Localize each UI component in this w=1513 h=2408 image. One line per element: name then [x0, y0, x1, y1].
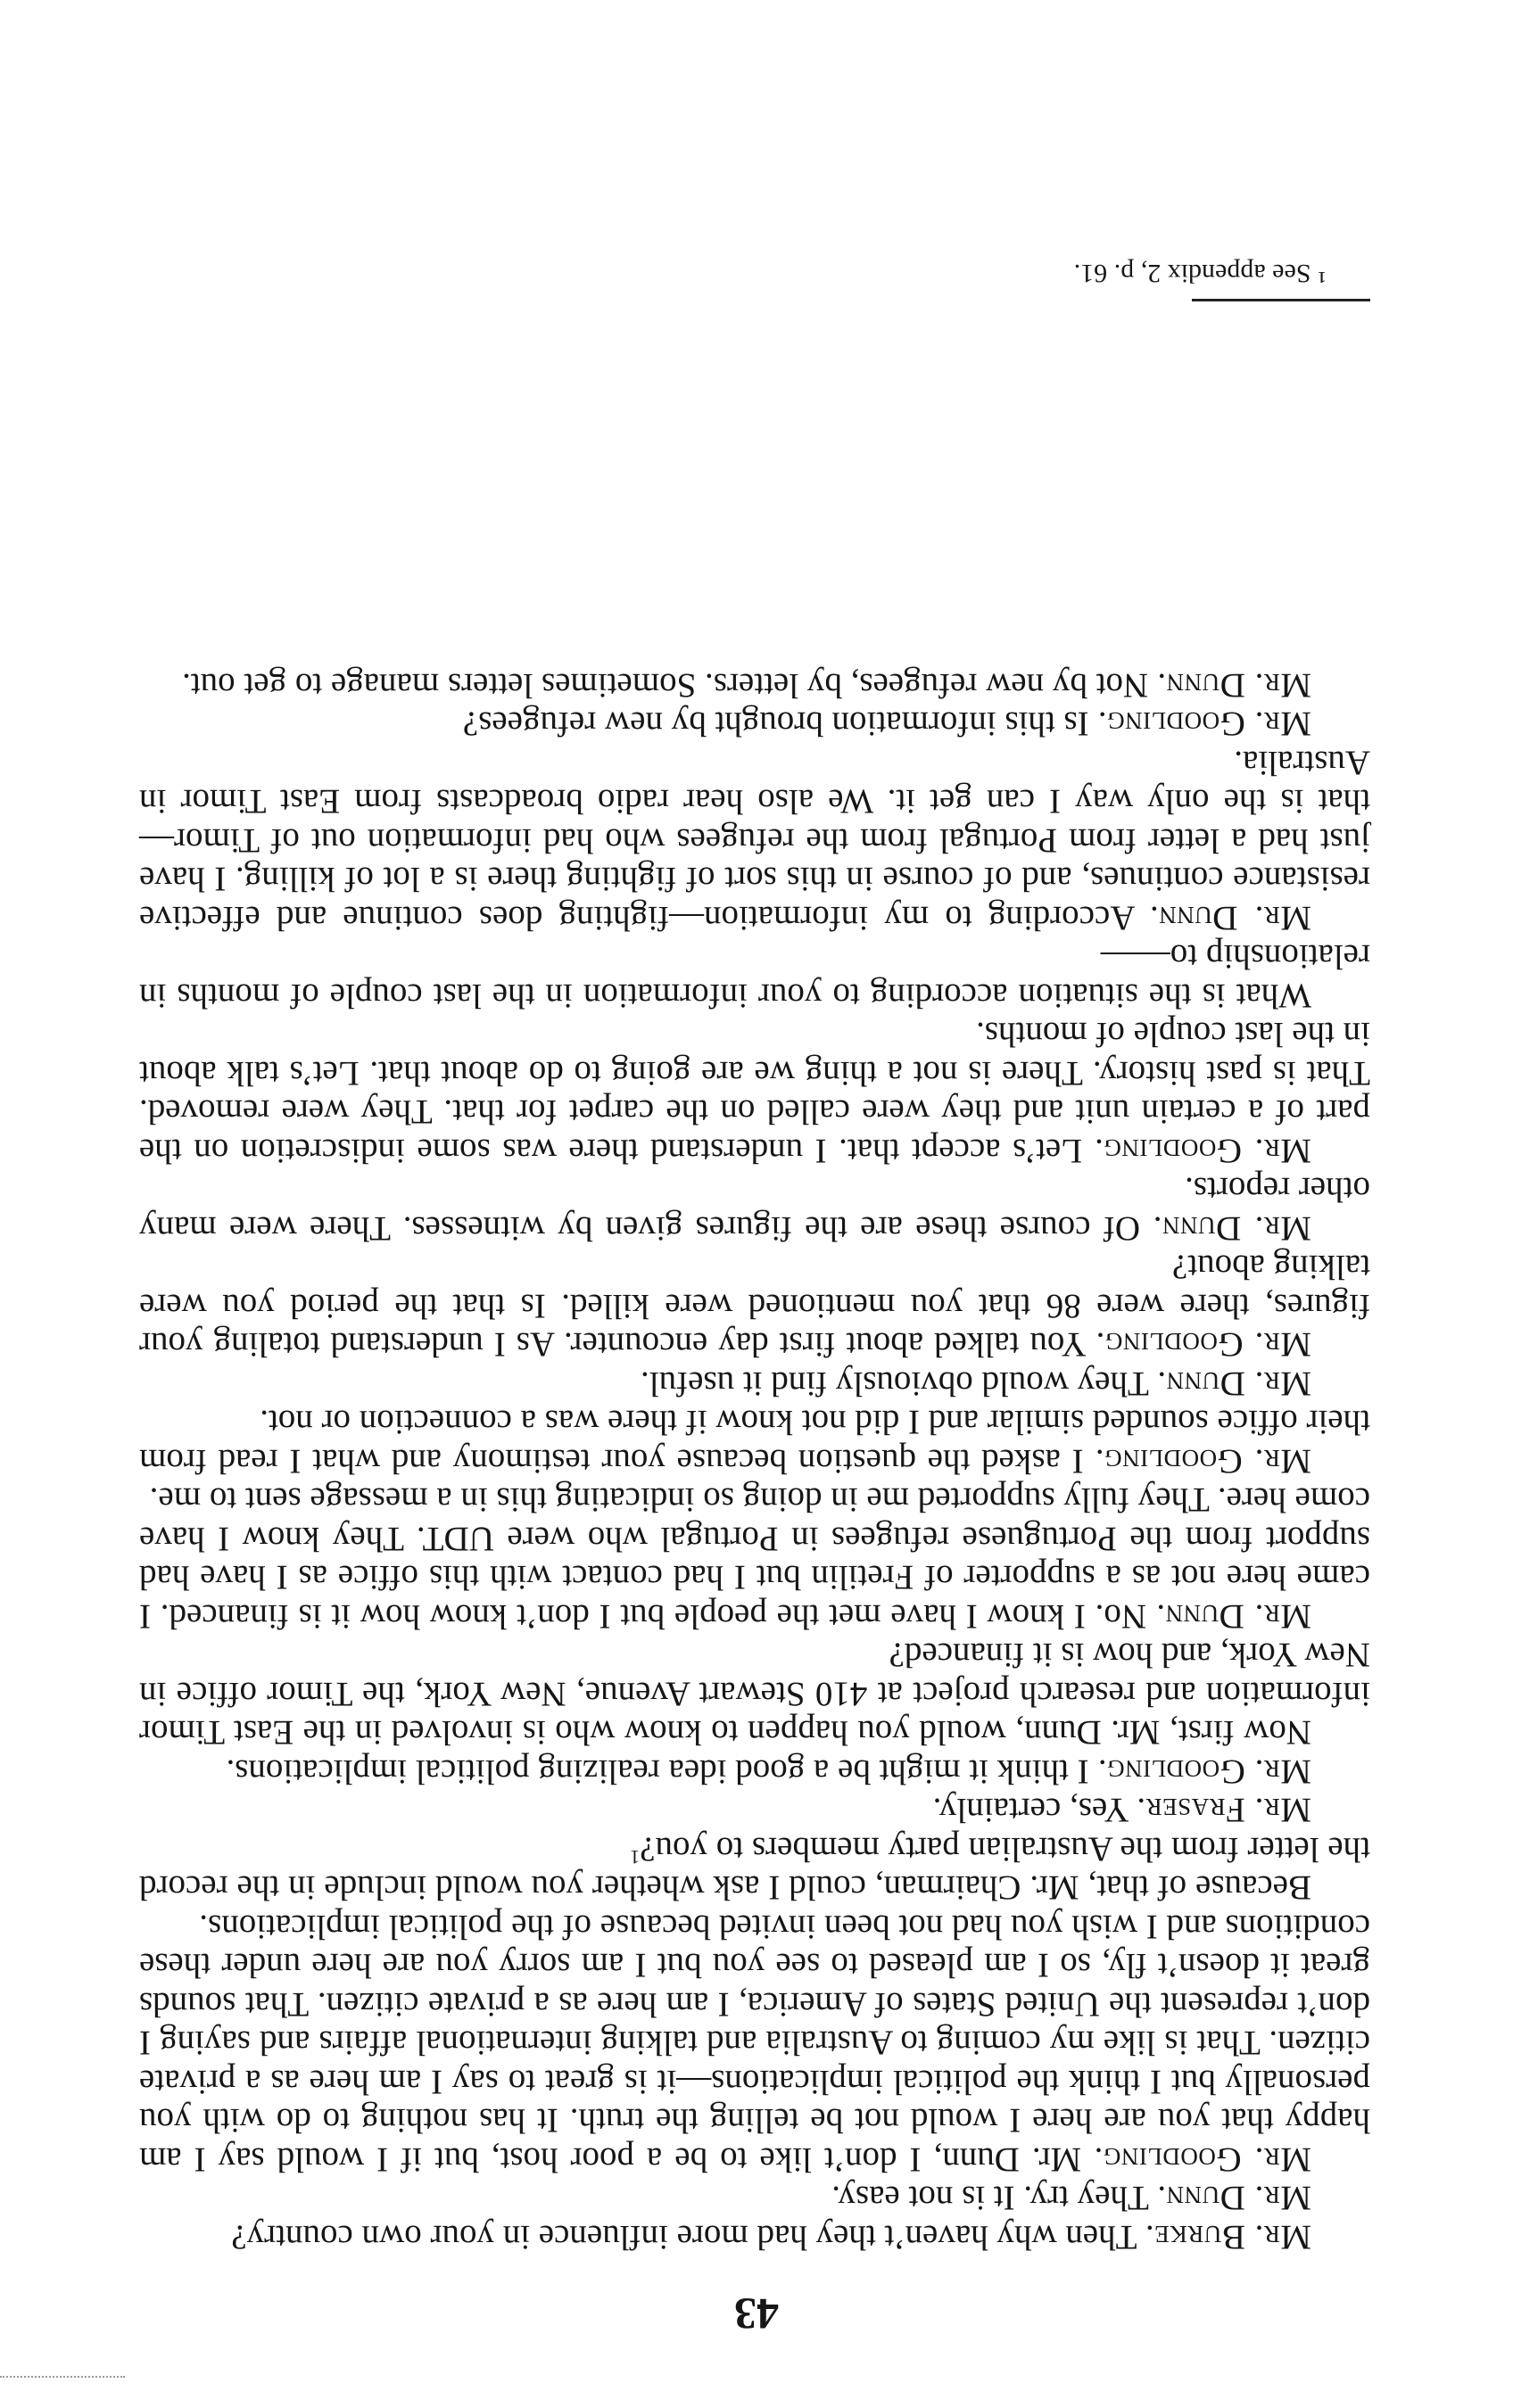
- transcript-paragraph: [139, 1752, 1370, 1792]
- paragraph-text: Of course these are the figures given by witnesses. There were many other reports.: [139, 1170, 1370, 1248]
- paragraph-text: They try. It is not easy.: [831, 2179, 1157, 2218]
- paragraph-text: Mr. Dunn, I don’t like to be a poor host, but if I would say I am happy that you are here I would not be telling the truth. It has nothing to do with you personally but I think the political implications—it is great to say I am here as a private citizen. That is like my coming to Australia and talking international affairs and saying I don’t represent the United States of America, I am here as a private citizen. That sounds great it doesn’t fly, so I am pleased to see you but I am sorry you are here under these conditions and I wish you had not been invited because of the political implications.: [139, 1908, 1370, 2179]
- transcript-paragraph: [139, 666, 1370, 705]
- paragraph-text: Let’s accept that. I understand there was some indiscretion on the part of a certain unit and they were called on the carpet for that. They were removed. That is past history. There is not a thing we are going to do about that. Let’s talk about in the last couple of months.: [138, 1015, 1370, 1170]
- paragraph-text: Because of that, Mr. Chairman, could I ask whether you would include in the record the letter from the Australian party members to you?: [139, 1830, 1370, 1908]
- transcript-paragraph: [139, 744, 1370, 938]
- scan-edge-mark: [0, 2376, 125, 2378]
- paragraph-text: Is this information brought by new refugees?: [462, 705, 1098, 744]
- speaker-name: Mr. Goodling.: [1094, 2140, 1311, 2179]
- transcript-paragraph: [139, 937, 1370, 1015]
- transcript-paragraph: [139, 1636, 1370, 1752]
- footnote-rule: [1192, 299, 1370, 301]
- paragraph-text: What is the situation according to your information in the last couple of months in relationship to——: [139, 937, 1370, 1015]
- transcript-paragraph: [139, 2218, 1370, 2257]
- transcript-paragraph: [139, 1015, 1370, 1170]
- speaker-name: Mr. Goodling.: [1094, 1132, 1311, 1170]
- speaker-name: Mr. Goodling.: [1097, 1752, 1311, 1791]
- paragraph-text: You talked about first day encounter. As I understand totaling your figures, there were 86 that you mentioned were killed. Is that the period you were talking about?: [139, 1248, 1370, 1365]
- speaker-name: Mr. Dunn.: [1149, 899, 1311, 937]
- footnote: ¹ See appendix 2, p. 61.: [1073, 259, 1326, 288]
- speaker-name: Mr. Dunn.: [1156, 1365, 1311, 1403]
- transcript-paragraph: [139, 1365, 1370, 1404]
- speaker-name: Mr. Goodling.: [1097, 705, 1311, 744]
- speaker-name: Mr. Dunn.: [1156, 2179, 1311, 2218]
- transcript-paragraph: [139, 1248, 1370, 1365]
- transcript-paragraph: [139, 1480, 1370, 1636]
- transcript-paragraph: [139, 1791, 1370, 1830]
- transcript-paragraph: [139, 1170, 1370, 1248]
- speaker-name: Mr. Fraser.: [1136, 1791, 1311, 1830]
- speaker-name: Mr. Goodling.: [1095, 1325, 1311, 1365]
- footnote-reference: 1: [630, 1846, 641, 1868]
- speaker-name: Mr. Dunn.: [1155, 1597, 1311, 1636]
- transcript-paragraph: [139, 1830, 1370, 1908]
- paragraph-text: According to my information—fighting does continue and effective resistance continues, and of course in this sort of fighting there is a lot of killing. I have just had a letter from Portugal from the refugees who had information out of Timor—that is the only way I can get it. We also hear radio broadcasts from East Timor in Australia.: [139, 744, 1370, 937]
- paragraph-text: I asked the question because your testimony and what I read from their office sounded similar and I did not know if there was a connection or not.: [139, 1403, 1370, 1480]
- speaker-name: Mr. Burke.: [1145, 2218, 1311, 2256]
- speaker-name: Mr. Dunn.: [1156, 666, 1311, 705]
- hearing-transcript: [139, 666, 1370, 2257]
- page-number: 43: [734, 2289, 779, 2339]
- transcript-paragraph: [139, 1403, 1370, 1480]
- paragraph-text: Yes, certainly.: [932, 1791, 1137, 1830]
- speaker-name: Mr. Goodling.: [1095, 1442, 1311, 1480]
- speaker-name: Mr. Dunn.: [1153, 1209, 1311, 1248]
- paragraph-text: Now first, Mr. Dunn, would you happen to know who is involved in the East Timor information and research project at 410 Stewart Avenue, New York, the Timor office in New York, and how is it financed?: [139, 1636, 1370, 1752]
- paragraph-text: No. I know I have met the people but I don’t know how it is financed. I came here not as a supporter of Fretilin but I had contact with this office as I have had support from the Portuguese refugees in Portugal who were UDT. They know I have come here. They fully supported me in doing so indicating this in a message sent to me.: [139, 1480, 1370, 1636]
- transcript-paragraph: [139, 2179, 1370, 2218]
- paragraph-text: Not by new refugees, by letters. Sometimes letters manage to get out.: [182, 666, 1157, 705]
- paragraph-text: They would obviously find it useful.: [641, 1365, 1157, 1403]
- paragraph-text: I think it might be a good idea realizing political implications.: [226, 1752, 1098, 1791]
- transcript-paragraph: [139, 705, 1370, 744]
- transcript-paragraph: [139, 1908, 1370, 2180]
- paragraph-text: Then why haven’t they had more influence in your own country?: [231, 2218, 1145, 2256]
